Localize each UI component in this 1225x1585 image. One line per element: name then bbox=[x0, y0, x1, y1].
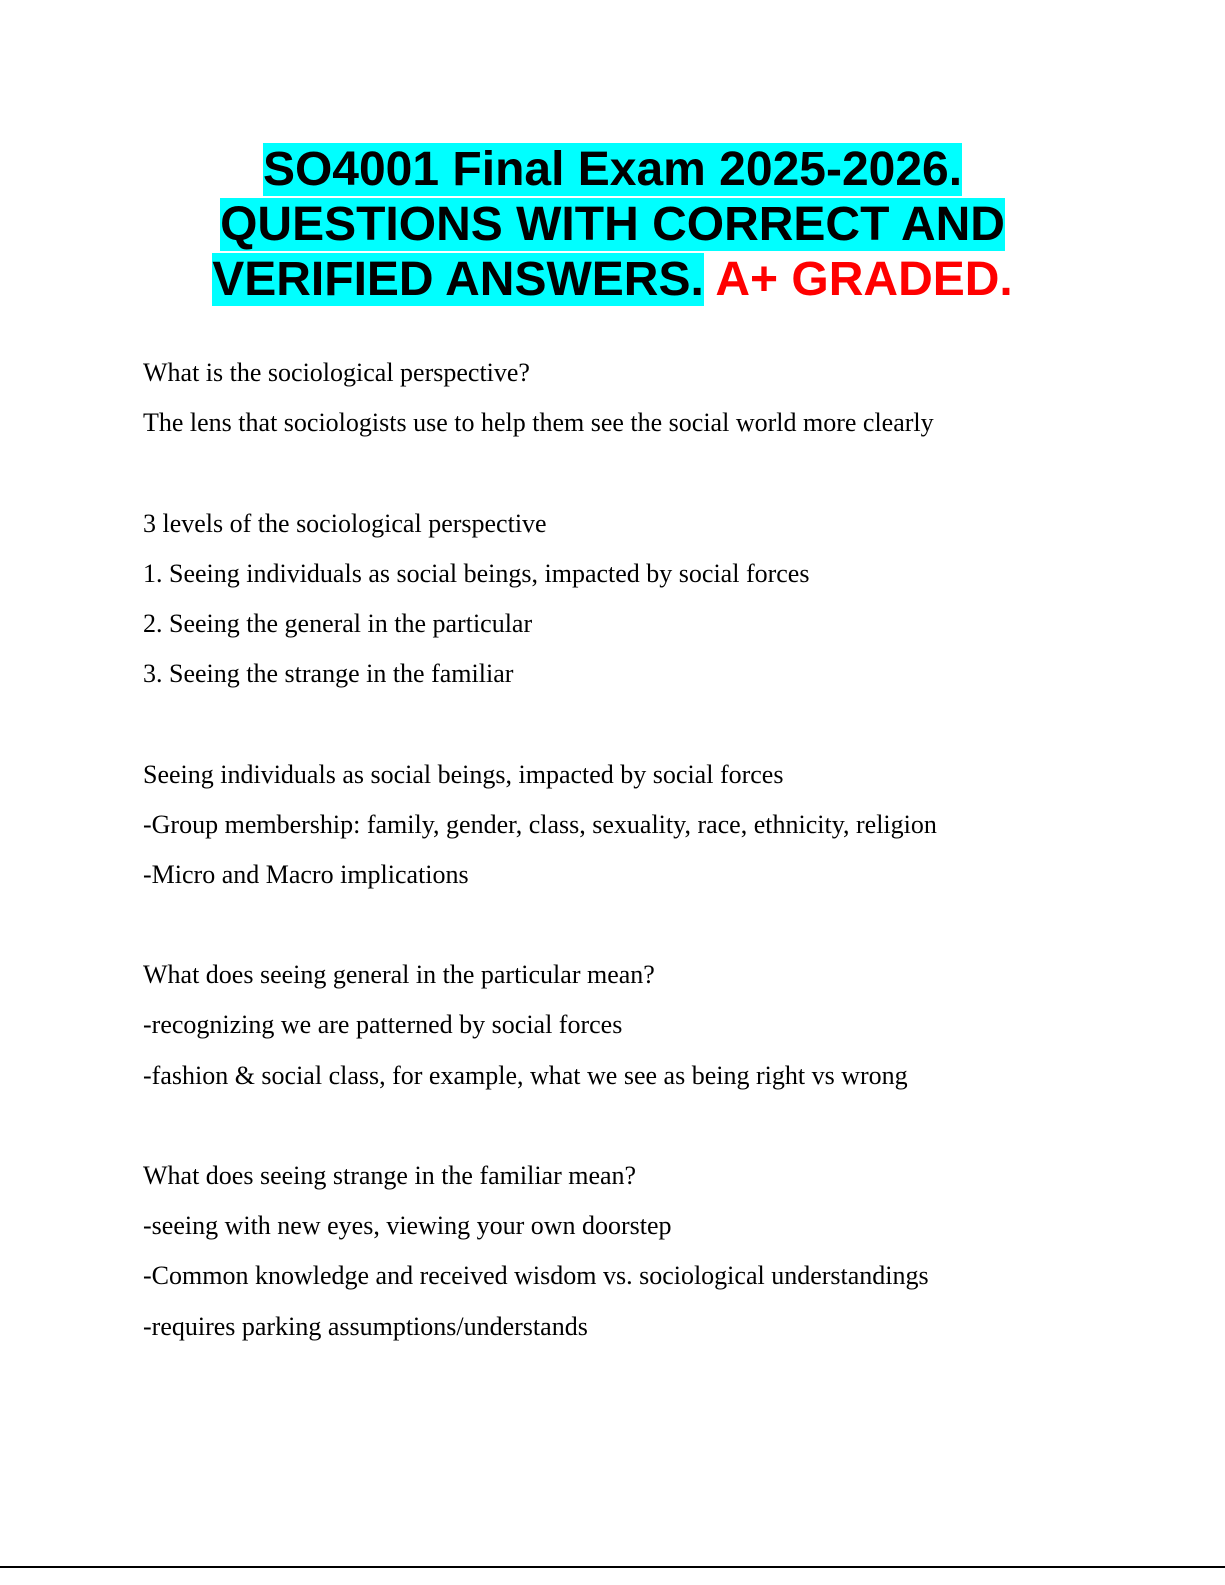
qa-block-sociological-perspective bbox=[143, 355, 1143, 455]
document-body bbox=[143, 355, 1143, 1359]
answer-text: 3. Seeing the strange in the familiar bbox=[143, 659, 514, 689]
qa-block-strange-in-familiar bbox=[143, 1158, 1143, 1359]
title-line-2: QUESTIONS WITH CORRECT AND bbox=[220, 198, 1005, 251]
qa-block-social-beings bbox=[143, 757, 1143, 908]
spacer bbox=[143, 706, 1143, 756]
answer-text: -Group membership: family, gender, class, sexuality, race, ethnicity, religion bbox=[143, 809, 937, 839]
answer-text: -seeing with new eyes, viewing your own doorstep bbox=[143, 1211, 672, 1241]
question-text: Seeing individuals as social beings, impacted by social forces bbox=[143, 759, 784, 789]
answer-text: -Micro and Macro implications bbox=[143, 859, 469, 889]
question-text: What does seeing strange in the familiar mean? bbox=[143, 1161, 637, 1190]
spacer bbox=[143, 455, 1143, 505]
answer-text: -fashion & social class, for example, what we see as being right vs wrong bbox=[143, 1060, 908, 1090]
answer-text: 1. Seeing individuals as social beings, impacted by social forces bbox=[143, 558, 810, 588]
answer-text: -recognizing we are patterned by social forces bbox=[143, 1010, 623, 1040]
answer-text: -requires parking assumptions/understands bbox=[143, 1311, 588, 1341]
question-text: What is the sociological perspective? bbox=[143, 358, 530, 387]
spacer bbox=[143, 907, 1143, 957]
question-text: What does seeing general in the particular mean? bbox=[143, 960, 655, 990]
title-line-3: VERIFIED ANSWERS. bbox=[212, 253, 704, 306]
qa-block-three-levels bbox=[143, 506, 1143, 707]
spacer bbox=[143, 1108, 1143, 1158]
qa-block-general-in-particular bbox=[143, 957, 1143, 1108]
answer-text: 2. Seeing the general in the particular bbox=[143, 608, 533, 638]
page-bottom-rule bbox=[0, 1566, 1225, 1568]
answer-text: The lens that sociologists use to help them see the social world more clearly bbox=[143, 408, 934, 438]
title-line-1: SO4001 Final Exam 2025-2026. bbox=[262, 143, 963, 196]
document-title bbox=[100, 142, 1125, 307]
answer-text: -Common knowledge and received wisdom vs. sociological understandings bbox=[143, 1261, 929, 1291]
grade-label: A+ GRADED. bbox=[715, 253, 1013, 306]
question-text: 3 levels of the sociological perspective bbox=[143, 508, 547, 538]
